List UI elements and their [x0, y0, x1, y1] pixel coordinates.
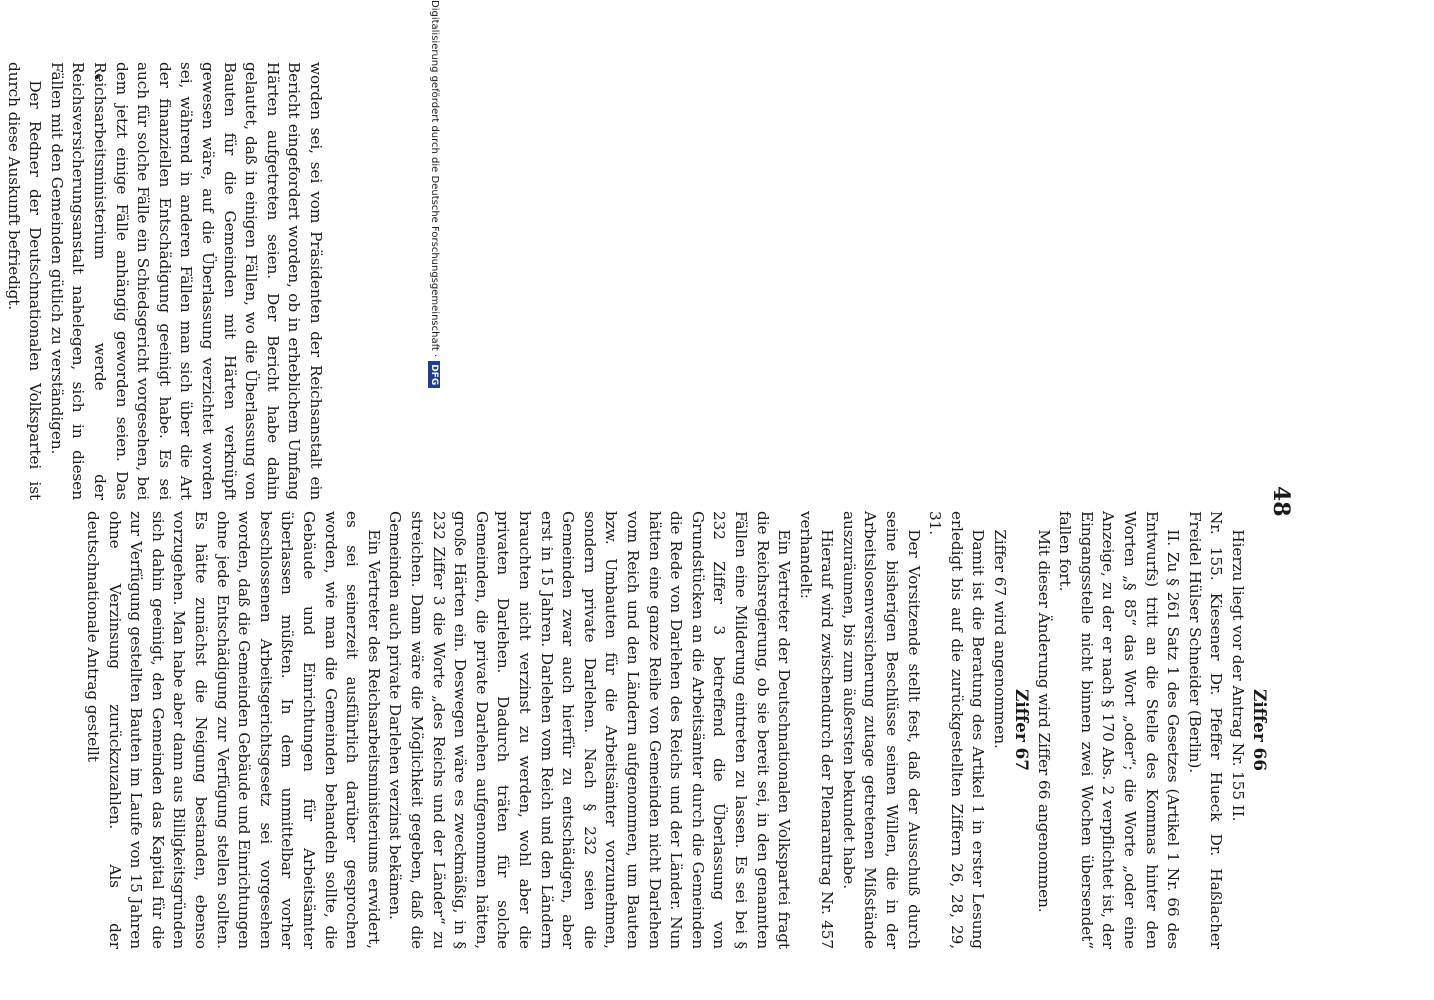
- motion-text: II. Zu § 261 Satz 1 des Gesetzes (Artikel 1 Nr. 66 des Entwurfs) tritt an die Stelle des Kommas hinter den Worten „§ 85“ das Wort „oder“; die Worte „oder eine Anzeige, zu der er nach § 170 Abs. 2 verpflichtet ist, der Eingangsstelle nicht binnen zwei Wochen übersendet“ fallen fort.: [1056, 511, 1183, 949]
- paragraph: Mit dieser Änderung wird Ziffer 66 angenommen.: [1034, 529, 1053, 913]
- paragraph: [0, 62, 2, 500]
- digitization-credit: [428, 0, 440, 1000]
- credit-text: Digitalisierung gefördert durch die Deutsche Forschungsgemeinschaft ·: [429, 0, 440, 358]
- dfg-logo: DFG: [428, 361, 440, 388]
- page-number: 48: [1268, 486, 1294, 517]
- paragraph: Ein Vertreter des Reichsarbeitsministeriums erwidert, es sei seinerzeit ausführlich darüber gesprochen worden, wie man die Gemeinden behandeln sollte, die Gebäude und Einrichtungen für Arbeitsämter überlassen müßten. In dem unmittelbar vorher beschlossenen Arbeitsgerichtsgesetz sei vorgesehen worden, daß die Gemeinden Gebäude und Einrichtungen ohne jede Entschädigung zur Verfügung stellen sollten. Es hätte zunächst die Neigung bestanden, ebenso vorzugehen. Man habe aber dann aus Billigkeitsgründen sich dahin geeinigt, den Gemeinden das Kapital für die zur Verfügung gestellten Bauten im Laufe von 15 Jahren ohne Verzinsung zurückzuzahlen. Als der deutschnationale Antrag gestellt: [84, 511, 383, 949]
- paragraph: worden sei, sei vom Präsidenten der Reichsanstalt ein Bericht eingefordert worden, ob in erheblichem Umfang Härten aufgetreten seien. Der Bericht habe dahin gelautet, daß in einigen Fällen, wo die Überlassung von Bauten für die Gemeinden mit Härten verknüpft gewesen wäre, auf die Überlassung verzichtet worden sei, während in anderen Fällen man sich über die Art der finanziellen Entschädigung geeinigt habe. Es sei auch für solche Fälle ein Schiedsgericht vorgesehen, bei dem jetzt einige Fälle anhängig geworden seien. Das Reichsarbeitsministerium werde der Reichsversicherungsanstalt nahelegen, sich in diesen Fällen mit den Gemeinden gütlich zu verständigen.: [47, 62, 325, 500]
- left-column: [0, 62, 326, 500]
- paragraph: Ein Vertreter der Deutschnationalen Volkspartei fragt die Reichsregierung, ob sie bereit sei, in den genannten Fällen eine Milderung eintreten zu lassen. Es sei bei § 232 Ziffer 3 betreffend die Überlassung von Grundstücken an die Arbeitsämter durch die Gemeinden die Rede von Darlehen des Reichs und der Länder. Nun hätten eine ganze Reihe von Gemeinden nicht Darlehen vom Reich und den Ländern aufgenommen, um Bauten bzw. Umbauten für die Arbeitsämter vorzunehmen, sondern private Darlehen. Nach § 232 seien die Gemeinden zwar auch hierfür zu entschädigen, aber erst in 15 Jahren. Darlehen vom Reich und den Ländern brauchten nicht verzinst zu werden, wohl aber die privaten Darlehen. Dadurch träten für solche Gemeinden, die private Darlehen aufgenommen hätten, große Härten ein. Deswegen wäre es zweckmäßig, in § 232 Ziffer 3 die Worte „des Reichs und der Länder“ zu streichen. Dann wäre die Möglichkeit gegeben, daß die Gemeinden auch private Darlehen verzinst bekämen.: [386, 511, 794, 949]
- right-column: [82, 511, 1270, 949]
- paragraph: Der Redner der Deutschnationalen Volkspartei ist durch diese Auskunft befriedigt.: [4, 62, 45, 500]
- paragraph: Hierauf wird zwischendurch der Plenarantrag Nr. 457 verhandelt:: [796, 511, 837, 949]
- section-heading: Ziffer 66: [1249, 689, 1269, 771]
- paragraph: Hierzu liegt vor der Antrag Nr. 155 II.: [1229, 529, 1247, 822]
- section-heading: Ziffer 67: [1011, 689, 1032, 771]
- paragraph: Der Vorsitzende stellt fest, daß der Ausschuß durch seine bisherigen Beschlüsse seinen Willen, die in der Arbeitslosenversicherung zutage getretenen Mißstände auszuräumen, bis zum äußersten bekundet habe.: [839, 511, 923, 949]
- paragraph: Damit ist die Beratung des Artikel 1 in erster Lesung erledigt bis auf die zurückgestellten Ziffern 26, 28, 29, 31.: [926, 511, 988, 949]
- paragraph: Ziffer 67 wird angenommen.: [991, 529, 1010, 749]
- motion-signatories: Nr. 155. Kiesener Dr. Pfeffer Hueck Dr. Haßlacher Freidel Hülser Schneider (Berlin).: [1185, 511, 1226, 949]
